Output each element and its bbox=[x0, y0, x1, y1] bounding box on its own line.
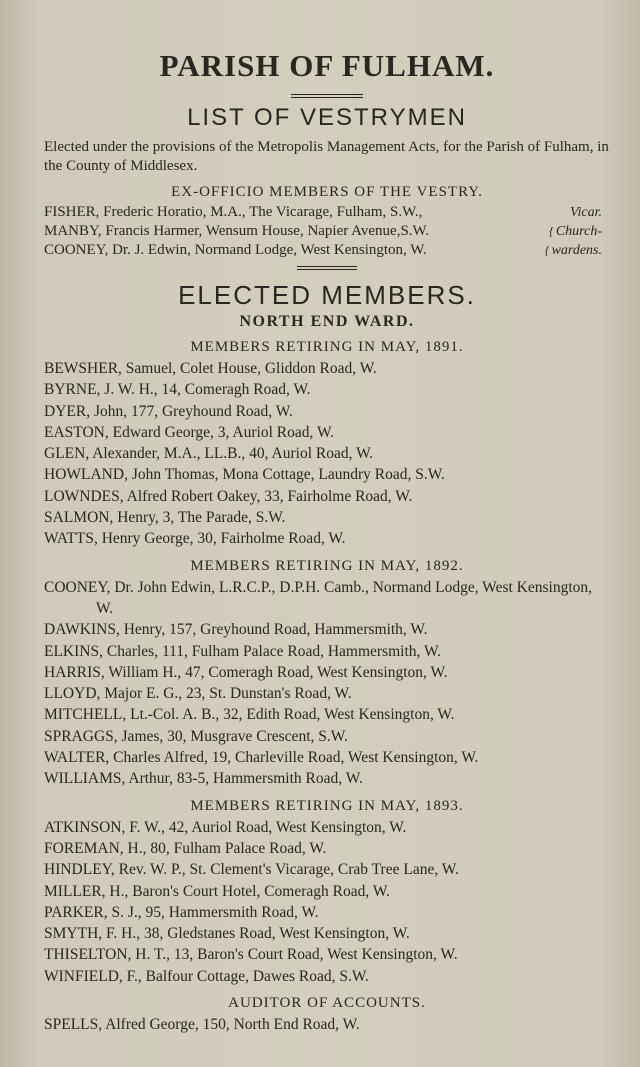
ex-officio-role-text: Church- bbox=[555, 224, 602, 239]
list-item: LOWNDES, Alfred Robert Oakey, 33, Fairholme Road, W. bbox=[44, 487, 413, 505]
ex-officio-member bbox=[44, 203, 602, 222]
list-item: DYER, John, 177, Greyhound Road, W. bbox=[44, 402, 293, 420]
group-1893-heading: MEMBERS RETIRING IN MAY, 1893. bbox=[190, 797, 464, 814]
list-item: SALMON, Henry, 3, The Parade, S.W. bbox=[44, 509, 286, 527]
list-item: WALTER, Charles Alfred, 19, Charleville Road, West Kensington, W. bbox=[44, 749, 479, 767]
list-item: LLOYD, Major E. G., 23, St. Dunstan's Road, W. bbox=[44, 685, 352, 703]
auditor-heading: AUDITOR OF ACCOUNTS. bbox=[228, 995, 426, 1012]
ex-officio-member bbox=[44, 241, 602, 260]
title-rule bbox=[291, 94, 363, 98]
list-item: BYRNE, J. W. H., 14, Comeragh Road, W. bbox=[44, 381, 311, 399]
list-item: THISELTON, H. T., 13, Baron's Court Road, West Kensington, W. bbox=[44, 946, 458, 964]
list-item: WINFIELD, F., Balfour Cottage, Dawes Road, S.W. bbox=[44, 967, 369, 985]
list-item: HARRIS, William H., 47, Comeragh Road, West Kensington, W. bbox=[44, 663, 448, 681]
ex-officio-role bbox=[549, 222, 602, 241]
list-item: GLEN, Alexander, M.A., LL.B., 40, Auriol Road, W. bbox=[44, 445, 374, 463]
list-item: WATTS, Henry George, 30, Fairholme Road, W. bbox=[44, 530, 346, 548]
ex-officio-member bbox=[44, 222, 602, 241]
list-item: COONEY, Dr. John Edwin, L.R.C.P., D.P.H. Camb., Normand Lodge, West Kensington, W. bbox=[44, 578, 593, 617]
list-heading: LIST OF VESTRYMEN bbox=[187, 104, 467, 131]
ex-officio-member-text: FISHER, Frederic Horatio, M.A., The Vicarage, Fulham, S.W., bbox=[44, 204, 423, 220]
list-item: MITCHELL, Lt.-Col. A. B., 32, Edith Road, West Kensington, W. bbox=[44, 706, 455, 724]
ex-officio-member-text: COONEY, Dr. J. Edwin, Normand Lodge, West Kensington, W. bbox=[44, 242, 427, 258]
auditor-list bbox=[44, 1014, 610, 1035]
page-title: PARISH OF FULHAM. bbox=[159, 48, 495, 83]
ex-officio-role bbox=[545, 241, 602, 260]
list-item: EASTON, Edward George, 3, Auriol Road, W. bbox=[44, 423, 335, 441]
ex-officio-member-text: MANBY, Francis Harmer, Wensum House, Napier Avenue,S.W. bbox=[44, 223, 430, 239]
list-item: SPRAGGS, James, 30, Musgrave Crescent, S.W. bbox=[44, 727, 348, 745]
list-item: SMYTH, F. H., 38, Gledstanes Road, West Kensington, W. bbox=[44, 925, 410, 943]
group-1893-list bbox=[44, 817, 610, 987]
ward-heading: NORTH END WARD. bbox=[239, 313, 415, 330]
elected-heading: ELECTED MEMBERS. bbox=[178, 280, 476, 310]
list-item: PARKER, S. J., 95, Hammersmith Road, W. bbox=[44, 903, 319, 921]
list-item: HOWLAND, John Thomas, Mona Cottage, Laundry Road, S.W. bbox=[44, 466, 445, 484]
section-rule bbox=[297, 266, 357, 270]
brace-mark: { bbox=[549, 224, 554, 238]
group-1891-heading: MEMBERS RETIRING IN MAY, 1891. bbox=[190, 339, 464, 355]
group-1892-heading: MEMBERS RETIRING IN MAY, 1892. bbox=[190, 557, 464, 574]
ex-officio-role-text: wardens. bbox=[551, 243, 602, 258]
list-item: ATKINSON, F. W., 42, Auriol Road, West Kensington, W. bbox=[44, 818, 407, 836]
ex-officio-role: Vicar. bbox=[569, 205, 602, 220]
list-item: WILLIAMS, Arthur, 83-5, Hammersmith Road, W. bbox=[44, 770, 363, 788]
group-1892-list bbox=[44, 577, 610, 790]
list-item: DAWKINS, Henry, 157, Greyhound Road, Hammersmith, W. bbox=[44, 621, 428, 639]
brace-mark: { bbox=[544, 243, 550, 257]
ex-officio-list bbox=[44, 203, 610, 260]
intro-paragraph: Elected under the provisions of the Metropolis Management Acts, for the Parish of Fulham, in the County of Middlesex. bbox=[44, 139, 609, 174]
group-1891-list bbox=[44, 358, 610, 550]
list-item: HINDLEY, Rev. W. P., St. Clement's Vicarage, Crab Tree Lane, W. bbox=[44, 861, 459, 879]
ex-officio-heading: EX-OFFICIO MEMBERS OF THE VESTRY. bbox=[171, 184, 483, 200]
list-item: FOREMAN, H., 80, Fulham Palace Road, W. bbox=[44, 839, 327, 857]
list-item: MILLER, H., Baron's Court Hotel, Comeragh Road, W. bbox=[44, 882, 390, 900]
list-item: BEWSHER, Samuel, Colet House, Gliddon Road, W. bbox=[44, 360, 377, 377]
list-item: ELKINS, Charles, 111, Fulham Palace Road, Hammersmith, W. bbox=[44, 642, 442, 660]
list-item: SPELLS, Alfred George, 150, North End Road, W. bbox=[44, 1016, 360, 1034]
